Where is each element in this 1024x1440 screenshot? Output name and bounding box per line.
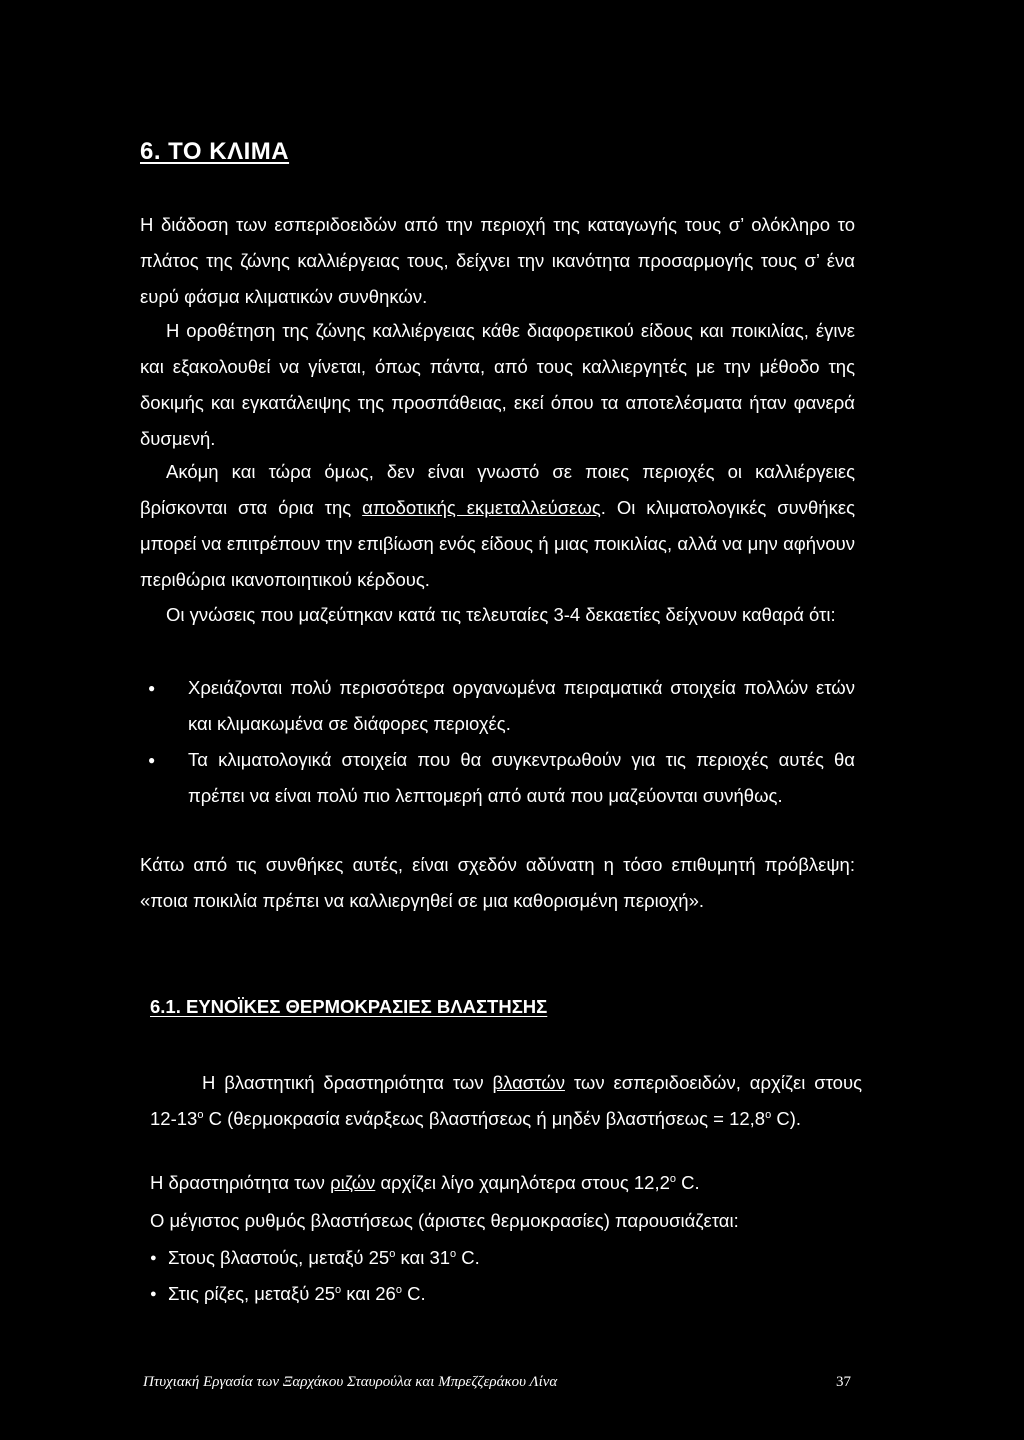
paragraph-3-text-b: . Οι κλιματολογικές συνθήκες μπορεί να επιτρέπουν την επιβίωση ενός είδους ή μιας ποικιλίας, αλλά να μην αφήνουν περιθώρια ικανοποιητικού κέρδους.: [140, 497, 855, 590]
paragraph-5: Κάτω από τις συνθήκες αυτές, είναι σχεδόν αδύνατη η τόσο επιθυμητή πρόβλεψη: «ποια ποικιλία πρέπει να καλλιεργηθεί σε μια καθορισμένη περιοχή».: [140, 854, 855, 911]
degree-mark: o: [197, 1108, 204, 1121]
p7-b: αρχίζει λίγο χαμηλότερα στους 12,2: [375, 1172, 670, 1193]
list-item: [150, 1276, 862, 1312]
degree-mark: o: [389, 1247, 396, 1260]
paragraph-4: Οι γνώσεις που μαζεύτηκαν κατά τις τελευταίες 3-4 δεκαετίες δείχνουν καθαρά ότι:: [166, 604, 836, 625]
p7-c: C.: [676, 1172, 700, 1193]
chapter-title: 6. ΤΟ ΚΛΙΜΑ: [140, 138, 290, 165]
p6-a: Η βλαστητική δραστηριότητα των: [202, 1072, 493, 1093]
underlined-term: βλαστών: [492, 1072, 565, 1093]
p6-c: C (θερμοκρασία ενάρξεως βλαστήσεως ή μηδέν βλαστήσεως = 12,8: [203, 1108, 766, 1129]
degree-mark: o: [450, 1247, 457, 1260]
underlined-term: ριζών: [330, 1172, 376, 1193]
li-text-a: Στις ρίζες, μεταξύ 25: [168, 1283, 336, 1304]
degree-mark: o: [395, 1283, 402, 1296]
paragraph-3: [140, 454, 855, 598]
paragraph-3-text-a: Ακόμη και τώρα όμως, δεν είναι γνωστό σε ποιες περιοχές οι καλλιέργειες βρίσκονται στα όρια της: [140, 461, 855, 518]
li-text-c: C.: [456, 1247, 480, 1268]
p7-a: Η δραστηριότητα των: [150, 1172, 331, 1193]
paragraph-6: [150, 1065, 862, 1137]
degree-mark: o: [765, 1108, 772, 1121]
paragraph-2: Η οροθέτηση της ζώνης καλλιέργειας κάθε διαφορετικού είδους και ποικιλίας, έγινε και εξακολουθεί να γίνεται, όπως πάντα, από τους καλλιεργητές με την μέθοδο της δοκιμής και εγκατάλειψης της προσπάθειας, εκεί όπου τα αποτελέσματα ήταν φανερά δυσμενή.: [140, 320, 855, 449]
bullet-list-2: [150, 1240, 862, 1312]
li-text-b: και 26: [341, 1283, 396, 1304]
underlined-term: αποδοτικής εκμεταλλεύσεως: [362, 497, 601, 518]
bullet-list-1: [140, 670, 855, 814]
page-footer: Πτυχιακή Εργασία των Ξαρχάκου Σταυρούλα και Μπρεζζεράκου Λίνα: [143, 1374, 558, 1390]
p6-b: των εσπεριδοειδών, αρχίζει στους 12-13: [150, 1072, 862, 1129]
li-text-b: και 31: [395, 1247, 451, 1268]
li-text-c: C.: [401, 1283, 426, 1304]
paragraph-7: [150, 1165, 862, 1201]
paragraph-1: Η διάδοση των εσπεριδοειδών από την περιοχή της καταγωγής τους σ’ ολόκληρο το πλάτος της ζώνης καλλιέργειας τους, δείχνει την ικανότητα προσαρμογής τους σ’ ένα ευρύ φάσμα κλιματικών συνθηκών.: [140, 214, 855, 307]
p6-d: C).: [771, 1108, 802, 1129]
li-text-a: Στους βλαστούς, μεταξύ 25: [168, 1247, 390, 1268]
list-item: ● Τα κλιματολογικά στοιχεία που θα συγκεντρωθούν για τις περιοχές αυτές θα πρέπει να είναι πολύ πιο λεπτομερή από αυτά που μαζεύονται συνήθως.: [140, 742, 855, 814]
list-item: [150, 1240, 862, 1276]
list-item: ● Χρειάζονται πολύ περισσότερα οργανωμένα πειραματικά στοιχεία πολλών ετών και κλιμακωμένα σε διάφορες περιοχές.: [140, 670, 855, 742]
paragraph-8: Ο μέγιστος ρυθμός βλαστήσεως (άριστες θερμοκρασίες) παρουσιάζεται:: [150, 1210, 739, 1231]
degree-mark: o: [669, 1172, 677, 1185]
section-title: 6.1. ΕΥΝΟΪΚΕΣ ΘΕΡΜΟΚΡΑΣΙΕΣ ΒΛΑΣΤΗΣΗΣ: [150, 996, 548, 1017]
degree-mark: o: [335, 1283, 342, 1296]
page-number: 37: [836, 1374, 851, 1390]
